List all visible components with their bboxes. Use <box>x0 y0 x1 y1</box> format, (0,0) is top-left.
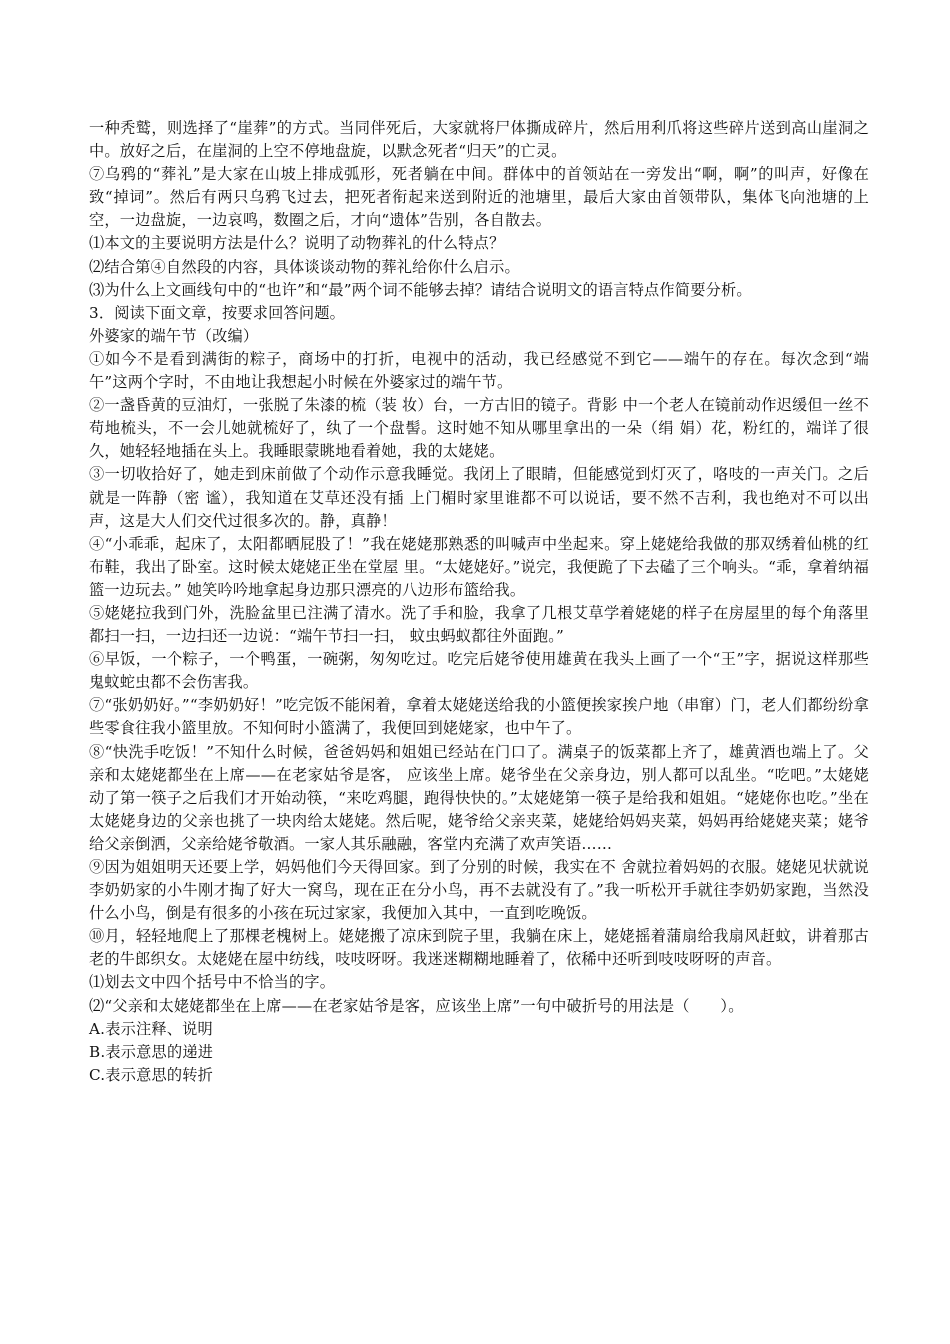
paragraph-5: ⑤姥姥拉我到门外，洗脸盆里已注满了清水。洗了手和脸，我拿了几根艾草学着姥姥的样子在房屋里的每个角落里都扫一扫，一边扫还一边说：“端午节扫一扫， 蚊虫蚂蚁都往外面跑。” <box>89 603 869 646</box>
section-3-instruction: 3．阅读下面文章，按要求回答问题。 <box>89 303 346 322</box>
paragraph-10: ⑩月，轻轻地爬上了那棵老槐树上。姥姥搬了凉床到院子里，我躺在床上，姥姥摇着蒲扇给我扇风赶蚊，讲着那古老的牛郎织女。太姥姥在屋中纺线，吱吱呀呀。我迷迷糊糊地睡着了，依稀中还听到吱吱呀呀的声音。 <box>89 927 869 969</box>
paragraph-4: ④“小乖乖，起床了，太阳都晒屁股了！”我在姥姥那熟悉的叫喊声中坐起来。穿上姥姥给我做的那双绣着仙桃的红布鞋，我出了卧室。这时候太姥姥正坐在堂屋 里。“太姥姥好。”说完，我便跪了下去磕了三个响头。“乖，拿着纳福篮一边玩去。” 她笑吟吟地拿起身边那只漂亮的八边形布篮给我。 <box>89 534 869 599</box>
question-2-dash-usage: ⑵“父亲和太姥姥都坐在上席——在老家姑爷是客，应该坐上席”一句中破折号的用法是（ ）。 <box>89 996 744 1015</box>
option-b: B.表示意思的递进 <box>89 1042 214 1061</box>
question-3-language: ⑶为什么上文画线句中的“也许”和“最”两个词不能够去掉？请结合说明文的语言特点作简要分析。 <box>89 280 752 299</box>
article-title: 外婆家的端午节（改编） <box>89 326 259 345</box>
option-a: A.表示注释、说明 <box>89 1019 213 1038</box>
paragraph-7: ⑦“张奶奶好。”“李奶奶好！”吃完饭不能闲着，拿着太姥姥送给我的小篮便挨家挨户地（串窜）门，老人们都纷纷拿些零食往我小篮里放。不知何时小篮满了，我便回到姥姥家，也中午了。 <box>89 696 869 738</box>
paragraph-vulture-burial: 一种秃鹫，则选择了“崖葬”的方式。当同伴死后，大家就将尸体撕成碎片，然后用利爪将这些碎片送到高山崖洞之中。放好之后，在崖洞的上空不停地盘旋，以默念死者“归天”的亡灵。 <box>89 119 869 161</box>
paragraph-1: ①如今不是看到满街的粽子，商场中的打折，电视中的活动，我已经感觉不到它——端午的存在。每次念到“端午”这两个字时，不由地让我想起小时候在外婆家过的端午节。 <box>89 349 869 392</box>
paragraph-3: ③一切收拾好了，她走到床前做了个动作示意我睡觉。我闭上了眼睛，但能感觉到灯灭了，咯吱的一声关门。之后就是一阵静（密 谧），我知道在艾草还没有插 上门楣时家里谁都不可以说话，要不然不吉利，我也绝对不可以出声，这是大人们交代过很多次的。静，真静！ <box>89 465 869 530</box>
paragraph-2: ②一盏昏黄的豆油灯，一张脱了朱漆的梳（装 妆）台，一方古旧的镜子。背影 中一个老人在镜前动作迟缓但一丝不苟地梳头，不一会儿她就梳好了，纨了一个盘髻。这时她不知从哪里拿出的一朵（绢 娟）花，粉红的，端详了很久，她轻轻地插在头上。我睡眼蒙眺地看着她，我的太姥姥。 <box>89 396 869 461</box>
paragraph-6: ⑥早饭，一个粽子，一个鸭蛋，一碗粥，匆匆吃过。吃完后姥爷使用雄黄在我头上画了一个“王”字，据说这样那些鬼蚊蛇虫都不会伤害我。 <box>89 650 869 692</box>
option-c: C.表示意思的转折 <box>89 1065 214 1084</box>
paragraph-8: ⑧“快洗手吃饭！”不知什么时候，爸爸妈妈和姐姐已经站在门口了。满桌子的饭菜都上齐了，雄黄酒也端上了。父亲和太姥姥都坐在上席——在老家姑爷是客， 应该坐上席。姥爷坐在父亲身边，别人都可以乱坐。“吃吧。”太姥姥动了第一筷子之后我们才开始动筷，“来吃鸡腿，跑得快快的。”太姥姥第一筷子是给我和姐姐。“姥姥你也吃。”坐在太姥姥身边的父亲也挑了一块肉给太姥姥。然后呢，姥爷给父亲夹菜，姥姥给妈妈夹菜，妈妈再给姥姥夹菜；姥爷给父亲倒洒，父亲给姥爷敬酒。一家人其乐融融，客堂内充满了欢声笑语…… <box>89 742 869 853</box>
question-1-cross-out: ⑴划去文中四个括号中不恰当的字。 <box>89 973 336 992</box>
question-2-inspiration: ⑵结合第④自然段的内容，具体谈谈动物的葬礼给你什么启示。 <box>89 257 520 276</box>
paragraph-7-crow-funeral: ⑦乌鸦的“葬礼”是大家在山坡上排成弧形，死者躺在中间。群体中的首领站在一旁发出“啊，啊”的叫声，好像在致“掉词”。然后有两只乌鸦飞过去，把死者衔起来送到附近的池塘里，最后大家由首领带队，集体飞向池塘的上空，一边盘旋，一边哀鸣，数圈之后，才向“遗体”告别，各自散去。 <box>89 165 869 230</box>
paragraph-9: ⑨因为姐姐明天还要上学，妈妈他们今天得回家。到了分别的时候，我实在不 舍就拉着妈妈的衣服。姥姥见状就说李奶奶家的小牛刚才掏了好大一窝鸟，现在正在分小鸟，再不去就没有了。”我一听松开手就往李奶奶家跑，当然没什么小鸟，倒是有很多的小孩在玩过家家，我便加入其中，一直到吃晚饭。 <box>89 858 869 923</box>
question-1-method: ⑴本文的主要说明方法是什么？说明了动物葬礼的什么特点？ <box>89 234 505 253</box>
document-page <box>89 117 869 1087</box>
